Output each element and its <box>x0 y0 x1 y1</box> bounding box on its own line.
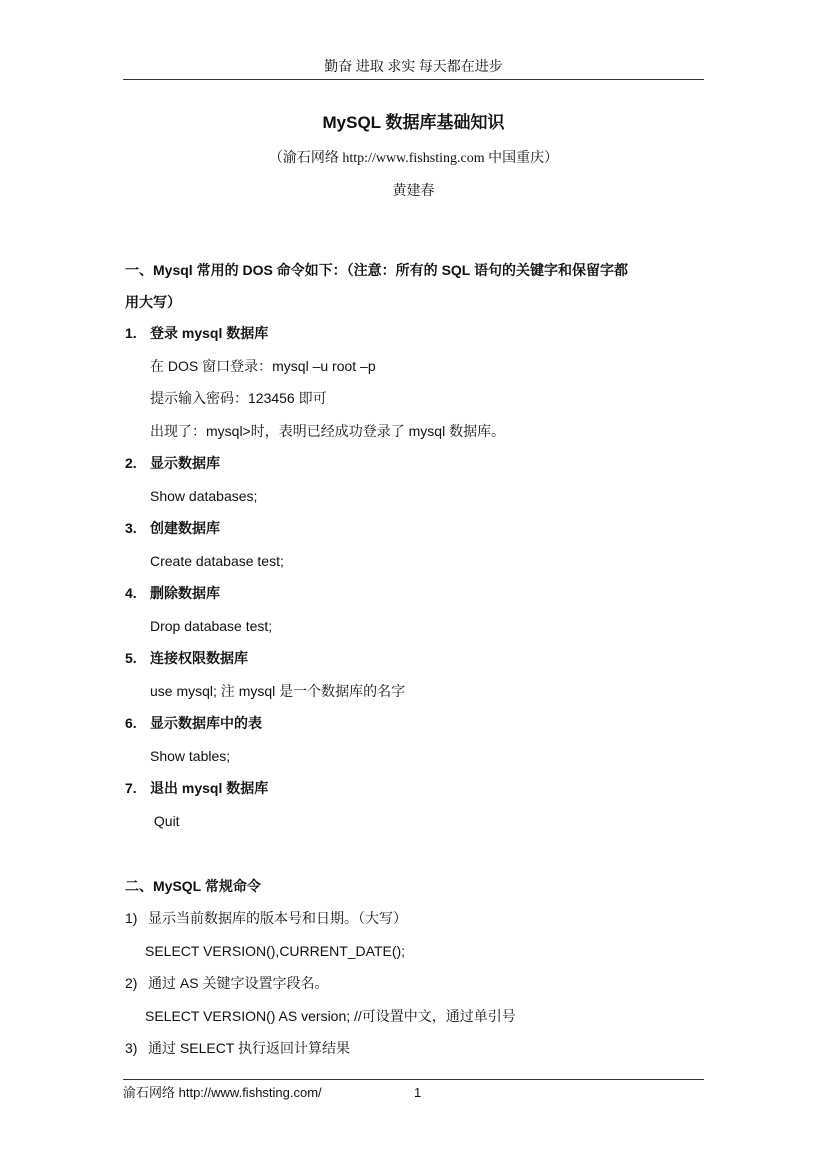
footer-text: 渝石网络 http://www.fishsting.com/ <box>123 1085 322 1100</box>
header-rule <box>123 79 704 80</box>
item-line: 在 DOS 窗口登录：mysql –u root –p <box>150 358 376 374</box>
item-text: 通过 AS 关键字设置字段名。 <box>148 975 329 991</box>
item-line: Drop database test; <box>150 618 273 634</box>
item-title: 退出 mysql 数据库 <box>150 780 269 796</box>
item-number: 7. <box>125 780 137 796</box>
item-line: Show databases; <box>150 488 258 504</box>
item-number: 2. <box>125 455 137 471</box>
item-line: use mysql; 注 mysql 是一个数据库的名字 <box>150 683 406 699</box>
item-number: 1) <box>125 910 138 926</box>
item-line: Show tables; <box>150 748 231 764</box>
item-number: 1. <box>125 325 137 341</box>
item-title: 显示数据库中的表 <box>150 715 262 731</box>
item-number: 5. <box>125 650 137 666</box>
footer-rule <box>123 1079 704 1080</box>
item-line: 提示输入密码：123456 即可 <box>150 390 327 406</box>
item-line: 出现了：mysql>时，表明已经成功登录了 mysql 数据库。 <box>150 423 506 439</box>
item-line: Quit <box>150 813 180 829</box>
item-number: 6. <box>125 715 137 731</box>
header-motto: 勤奋 进取 求实 每天都在进步 <box>324 60 503 75</box>
item-title: 显示数据库 <box>150 455 220 471</box>
item-title: 删除数据库 <box>150 585 220 601</box>
item-number: 2) <box>125 975 138 991</box>
code-line: SELECT VERSION() AS version; //可设置中文，通过单引号 <box>145 1008 516 1024</box>
item-number: 4. <box>125 585 137 601</box>
item-number: 3) <box>125 1040 138 1056</box>
item-text: 显示当前数据库的版本号和日期。（大写） <box>148 910 407 926</box>
item-text: 通过 SELECT 执行返回计算结果 <box>148 1040 350 1056</box>
item-title: 登录 mysql 数据库 <box>150 325 269 341</box>
section2-heading: 二、MySQL 常规命令 <box>125 878 261 894</box>
author: 黄建春 <box>392 184 435 199</box>
page-number: 1 <box>414 1085 422 1100</box>
page-title: MySQL 数据库基础知识 <box>322 113 505 132</box>
source-line: （渝石网络 http://www.fishsting.com 中国重庆） <box>268 151 559 166</box>
item-line: Create database test; <box>150 553 284 569</box>
section1-heading: 一、Mysql 常用的 DOS 命令如下：（注意：所有的 SQL 语句的关键字和保留字都 <box>125 262 628 278</box>
item-title: 创建数据库 <box>150 520 220 536</box>
code-line: SELECT VERSION(),CURRENT_DATE(); <box>145 943 406 959</box>
item-number: 3. <box>125 520 137 536</box>
item-title: 连接权限数据库 <box>150 650 248 666</box>
section1-heading-cont: 用大写） <box>125 294 181 310</box>
